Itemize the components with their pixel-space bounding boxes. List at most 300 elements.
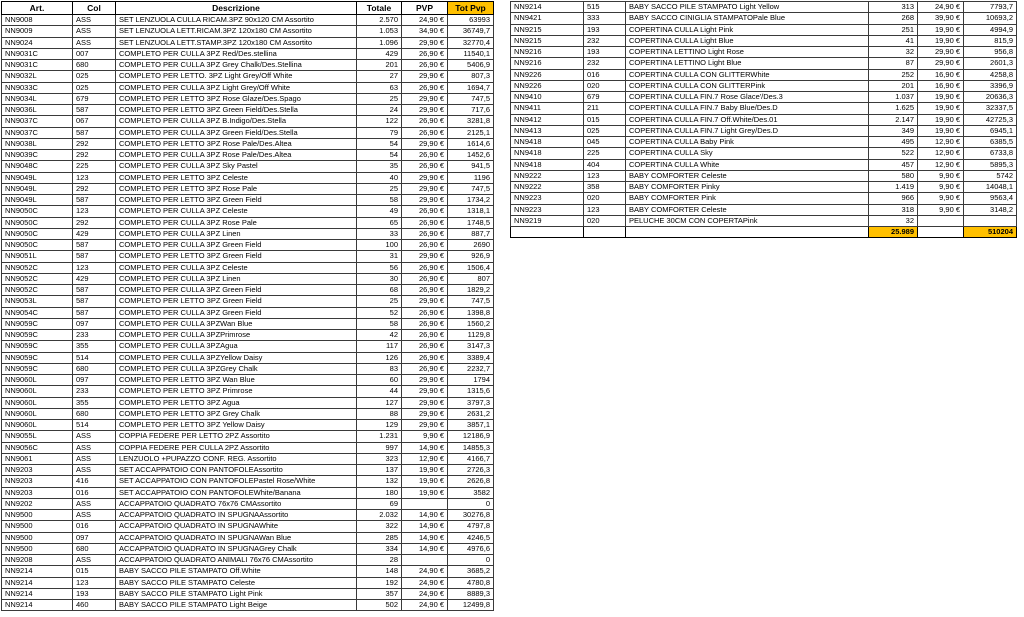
cell-col[interactable]: 355	[73, 397, 116, 408]
cell-tot-pvp[interactable]: 12499,8	[448, 600, 494, 611]
cell-art[interactable]: NN9410	[511, 92, 584, 103]
cell-col[interactable]: 020	[584, 215, 626, 226]
cell-pvp[interactable]: 24,90 €	[402, 600, 448, 611]
cell-art[interactable]: NN9203	[2, 465, 73, 476]
cell-descrizione[interactable]: COPERTINA CULLA FIN.7 Baby Blue/Des.D	[626, 103, 869, 114]
cell-pvp[interactable]: 26,90 €	[402, 116, 448, 127]
total-pvp-cell[interactable]	[918, 227, 964, 238]
cell-tot-pvp[interactable]: 1506,4	[448, 262, 494, 273]
cell-totale[interactable]: 180	[357, 487, 402, 498]
cell-art[interactable]: NN9048C	[2, 161, 73, 172]
cell-tot-pvp[interactable]: 3389,4	[448, 352, 494, 363]
cell-tot-pvp[interactable]: 1452,6	[448, 150, 494, 161]
cell-art[interactable]: NN9061	[2, 453, 73, 464]
cell-totale[interactable]: 129	[357, 420, 402, 431]
cell-descrizione[interactable]: COMPLETO PER CULLA 3PZ Rose Pale/Des.Altea	[116, 150, 357, 161]
cell-totale[interactable]: 30	[357, 273, 402, 284]
cell-tot-pvp[interactable]: 12186,9	[448, 431, 494, 442]
cell-pvp[interactable]: 29,90 €	[402, 386, 448, 397]
cell-art[interactable]: NN9054C	[2, 307, 73, 318]
cell-art[interactable]: NN9214	[2, 588, 73, 599]
cell-col[interactable]: 123	[73, 577, 116, 588]
cell-pvp[interactable]: 26,90 €	[402, 60, 448, 71]
cell-tot-pvp[interactable]: 9563,4	[964, 193, 1017, 204]
cell-descrizione[interactable]: COMPLETO PER CULLA 3PZ Light Grey/Off White	[116, 82, 357, 93]
cell-pvp[interactable]: 14,90 €	[402, 532, 448, 543]
cell-pvp[interactable]: 29,90 €	[402, 105, 448, 116]
cell-col[interactable]: 587	[73, 307, 116, 318]
cell-col[interactable]: 292	[73, 183, 116, 194]
cell-totale[interactable]: 88	[357, 408, 402, 419]
cell-totale[interactable]: 41	[869, 35, 918, 46]
cell-descrizione[interactable]: SET LENZUOLA CULLA RICAM.3PZ 90x120 CM Assortito	[116, 15, 357, 26]
cell-descrizione[interactable]: SET LENZUOLA LETT.STAMP.3PZ 120x180 CM Assortito	[116, 37, 357, 48]
cell-tot-pvp[interactable]: 1748,5	[448, 217, 494, 228]
cell-descrizione[interactable]: COMPLETO PER LETTO 3PZ Celeste	[116, 172, 357, 183]
cell-art[interactable]: NN9223	[511, 204, 584, 215]
cell-col[interactable]: 680	[73, 543, 116, 554]
cell-art[interactable]: NN9050C	[2, 217, 73, 228]
cell-pvp[interactable]: 26,90 €	[402, 240, 448, 251]
cell-pvp[interactable]	[918, 215, 964, 226]
cell-descrizione[interactable]: COMPLETO PER LETTO 3PZ Green Field	[116, 251, 357, 262]
cell-totale[interactable]: 54	[357, 150, 402, 161]
cell-art[interactable]: NN9038L	[2, 138, 73, 149]
cell-totale[interactable]: 997	[357, 442, 402, 453]
cell-col[interactable]: 233	[73, 386, 116, 397]
cell-descrizione[interactable]: COPERTINA CULLA Light Blue	[626, 35, 869, 46]
cell-col[interactable]: 225	[73, 161, 116, 172]
cell-col[interactable]: 015	[584, 114, 626, 125]
cell-tot-pvp[interactable]: 6945,1	[964, 125, 1017, 136]
cell-descrizione[interactable]: COPERTINA CULLA White	[626, 159, 869, 170]
cell-tot-pvp[interactable]: 14855,3	[448, 442, 494, 453]
cell-totale[interactable]: 349	[869, 125, 918, 136]
cell-art[interactable]: NN9050C	[2, 240, 73, 251]
cell-pvp[interactable]: 19,90 €	[402, 465, 448, 476]
cell-art[interactable]: NN9060L	[2, 408, 73, 419]
cell-tot-pvp[interactable]: 926,9	[448, 251, 494, 262]
cell-tot-pvp[interactable]: 3396,9	[964, 80, 1017, 91]
cell-pvp[interactable]: 9,90 €	[918, 193, 964, 204]
cell-col[interactable]: 333	[584, 13, 626, 24]
cell-art[interactable]: NN9500	[2, 521, 73, 532]
cell-pvp[interactable]: 19,90 €	[918, 35, 964, 46]
cell-descrizione[interactable]: COMPLETO PER CULLA 3PZ Rose Pale	[116, 217, 357, 228]
cell-art[interactable]: NN9500	[2, 510, 73, 521]
cell-tot-pvp[interactable]: 2232,7	[448, 363, 494, 374]
cell-pvp[interactable]: 26,90 €	[402, 217, 448, 228]
cell-pvp[interactable]: 26,90 €	[402, 82, 448, 93]
cell-totale[interactable]: 27	[357, 71, 402, 82]
cell-pvp[interactable]: 26,90 €	[402, 285, 448, 296]
cell-tot-pvp[interactable]: 1829,2	[448, 285, 494, 296]
cell-art[interactable]: NN9421	[511, 13, 584, 24]
cell-pvp[interactable]: 29,90 €	[402, 71, 448, 82]
cell-tot-pvp[interactable]: 747,5	[448, 296, 494, 307]
cell-descrizione[interactable]: COPPIA FEDERE PER LETTO 2PZ Assortito	[116, 431, 357, 442]
cell-totale[interactable]: 2.570	[357, 15, 402, 26]
cell-tot-pvp[interactable]: 2631,2	[448, 408, 494, 419]
cell-tot-pvp[interactable]: 4797,8	[448, 521, 494, 532]
cell-descrizione[interactable]: LENZUOLO +PUPAZZO CONF. REG. Assortito	[116, 453, 357, 464]
cell-descrizione[interactable]: COMPLETO PER LETTO 3PZ Wan Blue	[116, 375, 357, 386]
cell-pvp[interactable]: 29,90 €	[402, 408, 448, 419]
cell-col[interactable]: ASS	[73, 555, 116, 566]
cell-totale[interactable]: 132	[357, 476, 402, 487]
cell-tot-pvp[interactable]: 3582	[448, 487, 494, 498]
cell-tot-pvp[interactable]: 3857,1	[448, 420, 494, 431]
header-totale[interactable]: Totale	[357, 2, 402, 15]
cell-descrizione[interactable]: COPERTINA CULLA Sky	[626, 148, 869, 159]
cell-descrizione[interactable]: BABY SACCO CINIGLIA STAMPATOPale Blue	[626, 13, 869, 24]
cell-col[interactable]: 587	[73, 195, 116, 206]
cell-art[interactable]: NN9059C	[2, 352, 73, 363]
cell-art[interactable]: NN9059C	[2, 318, 73, 329]
cell-art[interactable]: NN9500	[2, 543, 73, 554]
cell-totale[interactable]: 522	[869, 148, 918, 159]
cell-tot-pvp[interactable]: 815,9	[964, 35, 1017, 46]
cell-tot-pvp[interactable]: 956,8	[964, 47, 1017, 58]
cell-tot-pvp[interactable]: 5742	[964, 170, 1017, 181]
cell-pvp[interactable]: 39,90 €	[918, 13, 964, 24]
cell-descrizione[interactable]: ACCAPPATOIO QUADRATO IN SPUGNAWan Blue	[116, 532, 357, 543]
cell-art[interactable]: NN9031C	[2, 48, 73, 59]
cell-art[interactable]: NN9222	[511, 170, 584, 181]
cell-descrizione[interactable]: COMPLETO PER CULLA 3PZ Sky Pastel	[116, 161, 357, 172]
cell-totale[interactable]: 1.053	[357, 26, 402, 37]
cell-pvp[interactable]: 14,90 €	[402, 442, 448, 453]
cell-tot-pvp[interactable]: 1694,7	[448, 82, 494, 93]
cell-pvp[interactable]: 19,90 €	[402, 487, 448, 498]
cell-descrizione[interactable]: COMPLETO PER CULLA 3PZ Green Field	[116, 307, 357, 318]
cell-col[interactable]: 292	[73, 150, 116, 161]
cell-descrizione[interactable]: SET ACCAPPATOIO CON PANTOFOLEAssortito	[116, 465, 357, 476]
cell-pvp[interactable]: 9,90 €	[402, 431, 448, 442]
cell-totale[interactable]: 268	[869, 13, 918, 24]
cell-totale[interactable]: 25	[357, 296, 402, 307]
cell-descrizione[interactable]: COMPLETO PER LETTO 3PZ Primrose	[116, 386, 357, 397]
cell-col[interactable]: 016	[584, 69, 626, 80]
cell-tot-pvp[interactable]: 10693,2	[964, 13, 1017, 24]
cell-tot-pvp[interactable]: 4780,8	[448, 577, 494, 588]
cell-pvp[interactable]: 9,90 €	[918, 170, 964, 181]
cell-descrizione[interactable]: COPERTINA CULLA Light Pink	[626, 24, 869, 35]
cell-totale[interactable]: 52	[357, 307, 402, 318]
cell-col[interactable]: 416	[73, 476, 116, 487]
cell-totale[interactable]: 148	[357, 566, 402, 577]
cell-totale[interactable]: 1.419	[869, 182, 918, 193]
cell-descrizione[interactable]: COMPLETO PER LETTO 3PZ Yellow Daisy	[116, 420, 357, 431]
cell-art[interactable]: NN9059C	[2, 341, 73, 352]
cell-art[interactable]: NN9059C	[2, 330, 73, 341]
cell-col[interactable]: 007	[73, 48, 116, 59]
cell-tot-pvp[interactable]: 2601,3	[964, 58, 1017, 69]
cell-art[interactable]: NN9214	[2, 600, 73, 611]
cell-col[interactable]: 680	[73, 363, 116, 374]
cell-pvp[interactable]: 24,90 €	[402, 588, 448, 599]
cell-col[interactable]: 193	[73, 588, 116, 599]
cell-col[interactable]: ASS	[73, 453, 116, 464]
cell-totale[interactable]: 137	[357, 465, 402, 476]
cell-descrizione[interactable]: COPERTINA CULLA FIN.7 Light Grey/Des.D	[626, 125, 869, 136]
total-empty-col[interactable]	[584, 227, 626, 238]
cell-descrizione[interactable]: SET ACCAPPATOIO CON PANTOFOLEWhite/Banana	[116, 487, 357, 498]
cell-descrizione[interactable]: COPERTINA CULLA FIN.7 Rose Glace'/Des.3	[626, 92, 869, 103]
cell-art[interactable]: NN9412	[511, 114, 584, 125]
cell-totale[interactable]: 252	[869, 69, 918, 80]
cell-col[interactable]: ASS	[73, 510, 116, 521]
cell-pvp[interactable]: 9,90 €	[918, 204, 964, 215]
cell-tot-pvp[interactable]: 3685,2	[448, 566, 494, 577]
cell-totale[interactable]: 1.231	[357, 431, 402, 442]
cell-pvp[interactable]: 29,90 €	[402, 296, 448, 307]
cell-col[interactable]: 016	[73, 521, 116, 532]
cell-descrizione[interactable]: COMPLETO PER CULLA 3PZ B.Indigo/Des.Stella	[116, 116, 357, 127]
cell-descrizione[interactable]: BABY SACCO PILE STAMPATO Light Beige	[116, 600, 357, 611]
cell-col[interactable]: 123	[584, 204, 626, 215]
cell-descrizione[interactable]: COPERTINA LETTINO Light Blue	[626, 58, 869, 69]
cell-totale[interactable]: 44	[357, 386, 402, 397]
cell-tot-pvp[interactable]: 3148,2	[964, 204, 1017, 215]
cell-pvp[interactable]: 16,90 €	[918, 69, 964, 80]
cell-descrizione[interactable]: SET LENZUOLA LETT.RICAM.3PZ 120x180 CM Assortito	[116, 26, 357, 37]
cell-descrizione[interactable]: COMPLETO PER CULLA 3PZ Linen	[116, 228, 357, 239]
cell-pvp[interactable]: 29,90 €	[402, 251, 448, 262]
cell-totale[interactable]: 42	[357, 330, 402, 341]
cell-pvp[interactable]: 19,90 €	[918, 92, 964, 103]
cell-totale[interactable]: 32	[869, 47, 918, 58]
cell-descrizione[interactable]: COMPLETO PER CULLA 3PZ Celeste	[116, 262, 357, 273]
cell-totale[interactable]: 122	[357, 116, 402, 127]
cell-tot-pvp[interactable]: 32337,5	[964, 103, 1017, 114]
cell-art[interactable]: NN9052C	[2, 262, 73, 273]
cell-pvp[interactable]: 24,90 €	[402, 15, 448, 26]
cell-col[interactable]: 429	[73, 228, 116, 239]
cell-pvp[interactable]: 26,90 €	[402, 363, 448, 374]
total-tot-pvp[interactable]: 510204	[964, 227, 1017, 238]
header-tot-pvp[interactable]: Tot Pvp	[448, 2, 494, 15]
cell-col[interactable]: 067	[73, 116, 116, 127]
cell-totale[interactable]: 40	[357, 172, 402, 183]
cell-art[interactable]: NN9214	[2, 566, 73, 577]
cell-tot-pvp[interactable]: 8889,3	[448, 588, 494, 599]
cell-col[interactable]: 016	[73, 487, 116, 498]
cell-totale[interactable]: 251	[869, 24, 918, 35]
cell-pvp[interactable]: 29,90 €	[402, 37, 448, 48]
cell-totale[interactable]: 117	[357, 341, 402, 352]
cell-descrizione[interactable]: COMPLETO PER LETTO 3PZ Green Field	[116, 195, 357, 206]
cell-pvp[interactable]	[402, 555, 448, 566]
cell-descrizione[interactable]: COMPLETO PER CULLA 3PZ Red/Des.stellina	[116, 48, 357, 59]
cell-descrizione[interactable]: COMPLETO PER CULLA 3PZ Green Field/Des.Stella	[116, 127, 357, 138]
cell-descrizione[interactable]: BABY SACCO PILE STAMPATO Light Yellow	[626, 2, 869, 13]
cell-tot-pvp[interactable]: 1196	[448, 172, 494, 183]
cell-descrizione[interactable]: BABY COMFORTER Pinky	[626, 182, 869, 193]
cell-art[interactable]: NN9052C	[2, 273, 73, 284]
cell-pvp[interactable]: 29,90 €	[918, 47, 964, 58]
cell-col[interactable]: 429	[73, 273, 116, 284]
cell-art[interactable]: NN9216	[511, 58, 584, 69]
cell-art[interactable]: NN9050C	[2, 228, 73, 239]
cell-pvp[interactable]: 26,90 €	[402, 318, 448, 329]
cell-tot-pvp[interactable]: 11540,1	[448, 48, 494, 59]
cell-art[interactable]: NN9500	[2, 532, 73, 543]
cell-descrizione[interactable]: COMPLETO PER CULLA 3PZPrimrose	[116, 330, 357, 341]
cell-col[interactable]: 123	[73, 262, 116, 273]
cell-art[interactable]: NN9060L	[2, 386, 73, 397]
cell-tot-pvp[interactable]: 717,6	[448, 105, 494, 116]
cell-descrizione[interactable]: COPERTINA CULLA CON GLITTERPink	[626, 80, 869, 91]
cell-art[interactable]: NN9050C	[2, 206, 73, 217]
cell-col[interactable]: 587	[73, 296, 116, 307]
cell-pvp[interactable]: 19,90 €	[918, 103, 964, 114]
cell-pvp[interactable]: 29,90 €	[918, 58, 964, 69]
cell-col[interactable]: 679	[73, 93, 116, 104]
header-col[interactable]: Col	[73, 2, 116, 15]
cell-art[interactable]: NN9223	[511, 193, 584, 204]
cell-art[interactable]: NN9037C	[2, 127, 73, 138]
cell-art[interactable]: NN9214	[511, 2, 584, 13]
cell-totale[interactable]: 25	[357, 183, 402, 194]
cell-col[interactable]: 020	[584, 80, 626, 91]
cell-descrizione[interactable]: COMPLETO PER LETTO 3PZ Rose Pale	[116, 183, 357, 194]
cell-descrizione[interactable]: COMPLETO PER CULLA 3PZ Green Field	[116, 240, 357, 251]
cell-pvp[interactable]: 14,90 €	[402, 521, 448, 532]
cell-tot-pvp[interactable]	[964, 215, 1017, 226]
cell-totale[interactable]: 58	[357, 318, 402, 329]
cell-descrizione[interactable]: PELUCHE 30CM CON COPERTAPink	[626, 215, 869, 226]
cell-descrizione[interactable]: COMPLETO PER LETTO 3PZ Rose Glaze/Des.Spago	[116, 93, 357, 104]
cell-totale[interactable]: 322	[357, 521, 402, 532]
cell-pvp[interactable]: 24,90 €	[918, 2, 964, 13]
cell-totale[interactable]: 35	[357, 161, 402, 172]
cell-tot-pvp[interactable]: 807,3	[448, 71, 494, 82]
cell-pvp[interactable]: 26,90 €	[402, 150, 448, 161]
cell-art[interactable]: NN9208	[2, 555, 73, 566]
cell-art[interactable]: NN9039C	[2, 150, 73, 161]
cell-art[interactable]: NN9413	[511, 125, 584, 136]
cell-pvp[interactable]: 19,90 €	[918, 114, 964, 125]
cell-totale[interactable]: 126	[357, 352, 402, 363]
cell-totale[interactable]: 28	[357, 555, 402, 566]
cell-col[interactable]: 680	[73, 408, 116, 419]
cell-tot-pvp[interactable]: 1129,8	[448, 330, 494, 341]
cell-col[interactable]: 460	[73, 600, 116, 611]
cell-descrizione[interactable]: COMPLETO PER LETTO 3PZ Grey Chalk	[116, 408, 357, 419]
cell-tot-pvp[interactable]: 0	[448, 555, 494, 566]
cell-pvp[interactable]: 26,90 €	[402, 48, 448, 59]
cell-tot-pvp[interactable]: 941,5	[448, 161, 494, 172]
cell-col[interactable]: 097	[73, 375, 116, 386]
cell-totale[interactable]: 100	[357, 240, 402, 251]
cell-art[interactable]: NN9008	[2, 15, 73, 26]
cell-pvp[interactable]: 19,90 €	[402, 476, 448, 487]
cell-art[interactable]: NN9036L	[2, 105, 73, 116]
cell-art[interactable]: NN9059C	[2, 363, 73, 374]
cell-col[interactable]: 225	[584, 148, 626, 159]
cell-tot-pvp[interactable]: 1794	[448, 375, 494, 386]
cell-col[interactable]: 193	[584, 47, 626, 58]
cell-col[interactable]: 292	[73, 217, 116, 228]
cell-totale[interactable]: 323	[357, 453, 402, 464]
cell-tot-pvp[interactable]: 2626,8	[448, 476, 494, 487]
cell-col[interactable]: 045	[584, 137, 626, 148]
cell-pvp[interactable]: 26,90 €	[402, 127, 448, 138]
header-art[interactable]: Art.	[2, 2, 73, 15]
cell-descrizione[interactable]: COMPLETO PER CULLA 3PZWan Blue	[116, 318, 357, 329]
cell-descrizione[interactable]: COPPIA FEDERE PER CULLA 2PZ Assortito	[116, 442, 357, 453]
cell-tot-pvp[interactable]: 807	[448, 273, 494, 284]
cell-pvp[interactable]: 14,90 €	[402, 543, 448, 554]
cell-art[interactable]: NN9202	[2, 498, 73, 509]
cell-tot-pvp[interactable]: 20636,3	[964, 92, 1017, 103]
cell-col[interactable]: 232	[584, 35, 626, 46]
total-empty-desc[interactable]	[626, 227, 869, 238]
cell-col[interactable]: 015	[73, 566, 116, 577]
cell-col[interactable]: 292	[73, 138, 116, 149]
cell-pvp[interactable]: 19,90 €	[918, 24, 964, 35]
cell-pvp[interactable]: 26,90 €	[402, 161, 448, 172]
cell-totale[interactable]: 33	[357, 228, 402, 239]
cell-tot-pvp[interactable]: 14048,1	[964, 182, 1017, 193]
cell-descrizione[interactable]: ACCAPPATOIO QUADRATO ANIMALI 76x76 CMAssortito	[116, 555, 357, 566]
total-quantity[interactable]: 25.989	[869, 227, 918, 238]
cell-tot-pvp[interactable]: 1315,6	[448, 386, 494, 397]
cell-pvp[interactable]: 12,90 €	[918, 159, 964, 170]
cell-pvp[interactable]: 14,90 €	[402, 510, 448, 521]
cell-descrizione[interactable]: BABY SACCO PILE STAMPATO Light Pink	[116, 588, 357, 599]
cell-descrizione[interactable]: BABY COMFORTER Celeste	[626, 170, 869, 181]
cell-pvp[interactable]: 29,90 €	[402, 138, 448, 149]
cell-tot-pvp[interactable]: 6385,5	[964, 137, 1017, 148]
cell-descrizione[interactable]: ACCAPPATOIO QUADRATO IN SPUGNAAssortito	[116, 510, 357, 521]
cell-art[interactable]: NN9060L	[2, 420, 73, 431]
cell-pvp[interactable]: 29,90 €	[402, 172, 448, 183]
cell-tot-pvp[interactable]: 32770,4	[448, 37, 494, 48]
cell-tot-pvp[interactable]: 63993	[448, 15, 494, 26]
cell-totale[interactable]: 457	[869, 159, 918, 170]
cell-descrizione[interactable]: COMPLETO PER LETTO. 3PZ Light Grey/Off White	[116, 71, 357, 82]
cell-col[interactable]: 515	[584, 2, 626, 13]
cell-art[interactable]: NN9214	[2, 577, 73, 588]
cell-totale[interactable]: 495	[869, 137, 918, 148]
cell-tot-pvp[interactable]: 5406,9	[448, 60, 494, 71]
cell-totale[interactable]: 1.625	[869, 103, 918, 114]
cell-art[interactable]: NN9009	[2, 26, 73, 37]
cell-pvp[interactable]: 29,90 €	[402, 397, 448, 408]
cell-col[interactable]: 679	[584, 92, 626, 103]
cell-art[interactable]: NN9215	[511, 24, 584, 35]
cell-totale[interactable]: 357	[357, 588, 402, 599]
cell-tot-pvp[interactable]: 1318,1	[448, 206, 494, 217]
cell-art[interactable]: NN9032L	[2, 71, 73, 82]
cell-totale[interactable]: 58	[357, 195, 402, 206]
cell-tot-pvp[interactable]: 2690	[448, 240, 494, 251]
cell-col[interactable]: 193	[584, 24, 626, 35]
cell-totale[interactable]: 1.096	[357, 37, 402, 48]
cell-col[interactable]: 587	[73, 105, 116, 116]
cell-tot-pvp[interactable]: 4994,9	[964, 24, 1017, 35]
cell-tot-pvp[interactable]: 3797,3	[448, 397, 494, 408]
cell-tot-pvp[interactable]: 30276,8	[448, 510, 494, 521]
cell-art[interactable]: NN9411	[511, 103, 584, 114]
cell-col[interactable]: 355	[73, 341, 116, 352]
cell-art[interactable]: NN9203	[2, 487, 73, 498]
cell-totale[interactable]: 54	[357, 138, 402, 149]
cell-descrizione[interactable]: COMPLETO PER CULLA 3PZ Linen	[116, 273, 357, 284]
cell-descrizione[interactable]: COMPLETO PER CULLA 3PZ Grey Chalk/Des.Stellina	[116, 60, 357, 71]
